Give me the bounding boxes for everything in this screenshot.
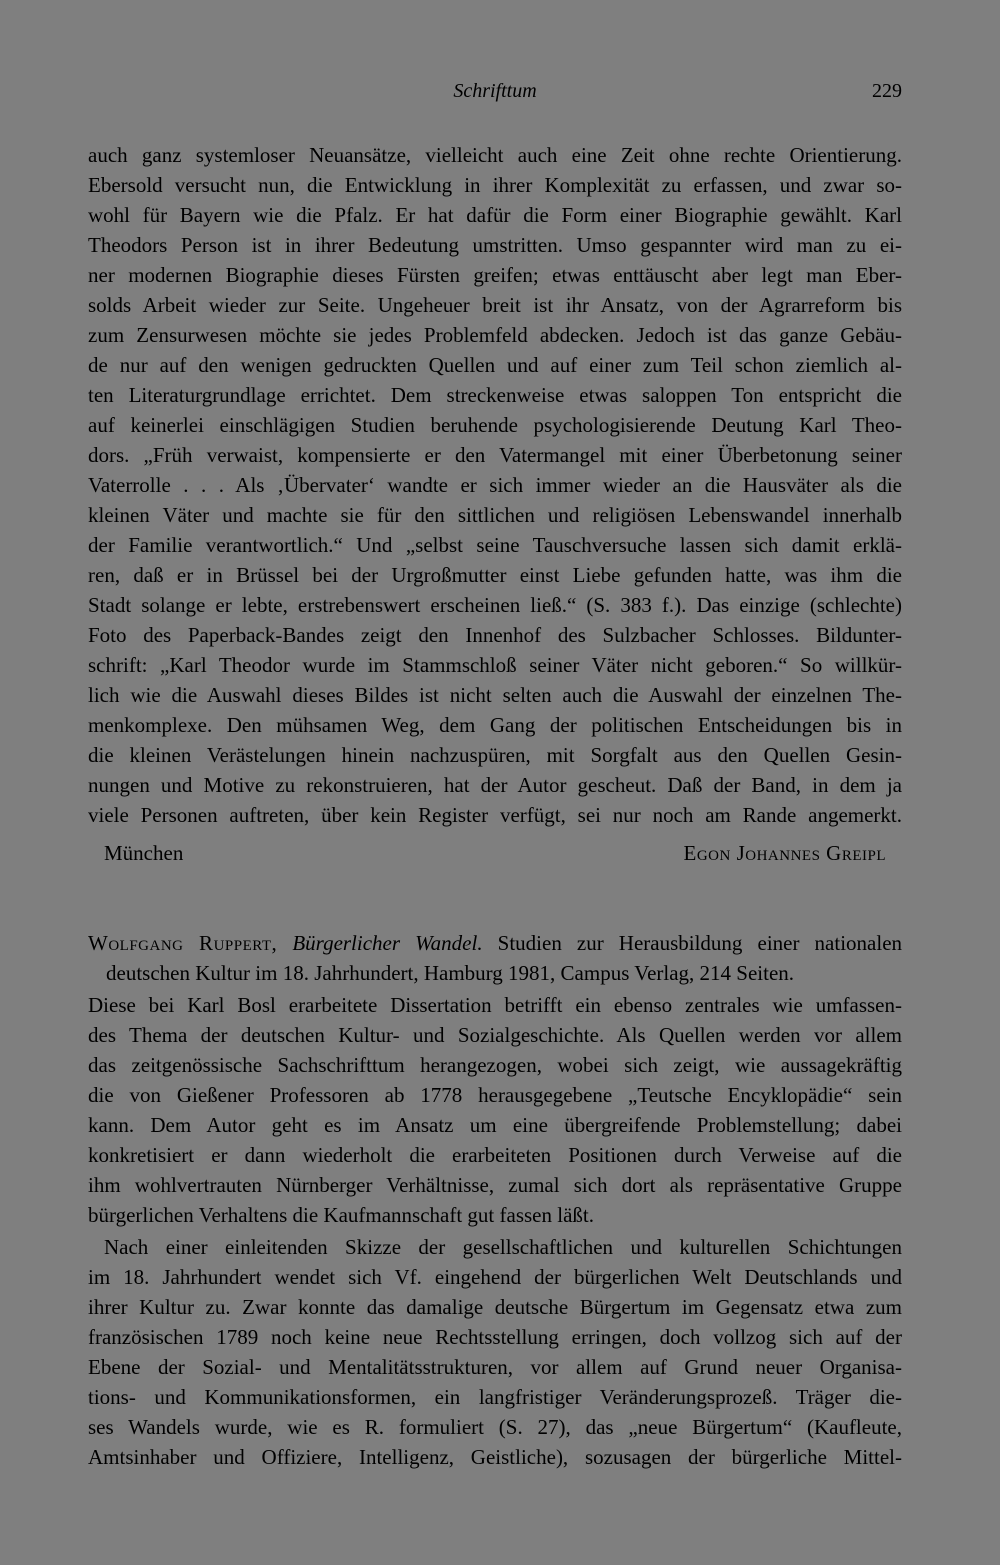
text-line: tions- und Kommunikationsformen, ein langfristiger Veränderungsprozeß. Träger die- (88, 1385, 902, 1409)
review-subtitle: Studien zur Herausbildung einer nationalen (497, 931, 903, 955)
text-line: Vaterrolle . . . Als ‚Übervater‘ wandte er sich immer wieder an die Hausväter als die (88, 473, 902, 497)
text-line: die kleinen Verästelungen hinein nachzuspüren, mit Sorgfalt aus den Quellen Gesin- (88, 743, 902, 767)
page-number: 229 (872, 80, 902, 102)
text-line: kann. Dem Autor geht es im Ansatz um eine übergreifende Problemstellung; dabei (88, 1113, 902, 1137)
running-title: Schrifttum (453, 80, 537, 102)
review-heading-line-2: deutschen Kultur im 18. Jahrhundert, Hamburg 1981, Campus Verlag, 214 Seiten. (106, 961, 795, 985)
text-line: ren, daß er in Brüssel bei der Urgroßmutter einst Liebe gefunden hatte, was ihm die (88, 563, 902, 587)
text-line: ner modernen Biographie dieses Fürsten greifen; etwas enttäuscht aber legt man Eber- (88, 263, 902, 287)
text-line: ses Wandels wurde, wie es R. formuliert (S. 27), das „neue Bürgertum“ (Kaufleute, (88, 1415, 902, 1439)
text-line: auf keinerlei einschlägigen Studien beruhende psychologisierende Deutung Karl Theo- (88, 413, 902, 437)
text-line: Theodors Person ist in ihrer Bedeutung umstritten. Umso gespannter wird man zu ei- (88, 233, 902, 257)
text-line: Diese bei Karl Bosl erarbeitete Dissertation betrifft ein ebenso zentrales wie umfassen- (88, 993, 902, 1017)
running-head (88, 74, 902, 108)
review-heading (88, 928, 902, 958)
text-line: die von Gießener Professoren ab 1778 herausgegebene „Teutsche Encyklopädie“ sein (88, 1083, 902, 1107)
text-line: schrift: „Karl Theodor wurde im Stammschloß seiner Väter nicht geboren.“ So willkür- (88, 653, 902, 677)
text-line: de nur auf den wenigen gedruckten Quellen und auf einer zum Teil schon ziemlich al- (88, 353, 902, 377)
text-line: solds Arbeit wieder zur Seite. Ungeheuer breit ist ihr Ansatz, von der Agrarreform bis (88, 293, 902, 317)
text-line: französischen 1789 noch keine neue Rechtsstellung erringen, doch vollzog sich auf der (88, 1325, 902, 1349)
text-line: kleinen Väter und machte sie für den sittlichen und religiösen Lebenswandel innerhalb (88, 503, 902, 527)
text-line: konkretisiert er dann wiederholt die erarbeiteten Positionen durch Verweise auf die (88, 1143, 902, 1167)
text-line: ihrer Kultur zu. Zwar konnte das damalige deutsche Bürgertum im Gegensatz etwa zum (88, 1295, 902, 1319)
text-line: im 18. Jahrhundert wendet sich Vf. eingehend der bürgerlichen Welt Deutschlands und (88, 1265, 902, 1289)
text-line: menkomplexe. Den mühsamen Weg, dem Gang der politischen Entscheidungen bis in (88, 713, 902, 737)
text-line: der Familie verantwortlich.“ Und „selbst seine Tauschversuche lassen sich damit erklä- (88, 533, 902, 557)
text-line: auch ganz systemloser Neuansätze, vielleicht auch eine Zeit ohne rechte Orientierung. (88, 143, 902, 167)
text-line: ten Literaturgrundlage errichtet. Dem streckenweise etwas saloppen Ton entspricht die (88, 383, 902, 407)
text-line: bürgerlichen Verhaltens die Kaufmannschaft gut fassen läßt. (88, 1203, 594, 1227)
text-line: Amtsinhaber und Offiziere, Intelligenz, Geistliche), sozusagen der bürgerliche Mittel- (88, 1445, 902, 1469)
text-line: lich wie die Auswahl dieses Bildes ist nicht selten auch die Auswahl der einzelnen The- (88, 683, 902, 707)
text-line: Nach einer einleitenden Skizze der gesellschaftlichen und kulturellen Schichtungen (104, 1235, 902, 1259)
text-line: nungen und Motive zu rekonstruieren, hat der Autor gescheut. Daß der Band, in dem ja (88, 773, 902, 797)
text-line: viele Personen auftreten, über kein Register verfügt, sei nur noch am Rande angemerkt. (88, 803, 902, 827)
text-line: Foto des Paperback-Bandes zeigt den Innenhof des Sulzbacher Schlosses. Bildunter- (88, 623, 902, 647)
text-line: Ebersold versucht nun, die Entwicklung in ihrer Komplexität zu erfassen, und zwar so- (88, 173, 902, 197)
signature-place: München (104, 841, 184, 865)
text-line: wohl für Bayern wie die Pfalz. Er hat dafür die Form einer Biographie gewählt. Karl (88, 203, 902, 227)
text-line: zum Zensurwesen möchte sie jedes Problemfeld abdecken. Jedoch ist das ganze Gebäu- (88, 323, 902, 347)
text-line: das zeitgenössische Sachschrifttum herangezogen, wobei sich zeigt, wie aussagekräftig (88, 1053, 902, 1077)
text-line: Ebene der Sozial- und Mentalitätsstrukturen, vor allem auf Grund neuer Organisa- (88, 1355, 902, 1379)
signature-name: Egon Johannes Greipl (683, 841, 886, 865)
text-line: des Thema der deutschen Kultur- und Sozialgeschichte. Als Quellen werden vor allem (88, 1023, 902, 1047)
review-book-title: Bürgerlicher Wandel. (292, 931, 483, 955)
text-line: Stadt solange er lebte, erstrebenswert erscheinen ließ.“ (S. 383 f.). Das einzige (schlechte) (88, 593, 902, 617)
text-line: ihm wohlvertrauten Nürnberger Verhältnisse, zumal sich dort als repräsentative Gruppe (88, 1173, 902, 1197)
text-line: dors. „Früh verwaist, kompensierte er den Vatermangel mit einer Überbetonung seiner (88, 443, 902, 467)
review-author: Wolfgang Ruppert, (88, 931, 278, 955)
